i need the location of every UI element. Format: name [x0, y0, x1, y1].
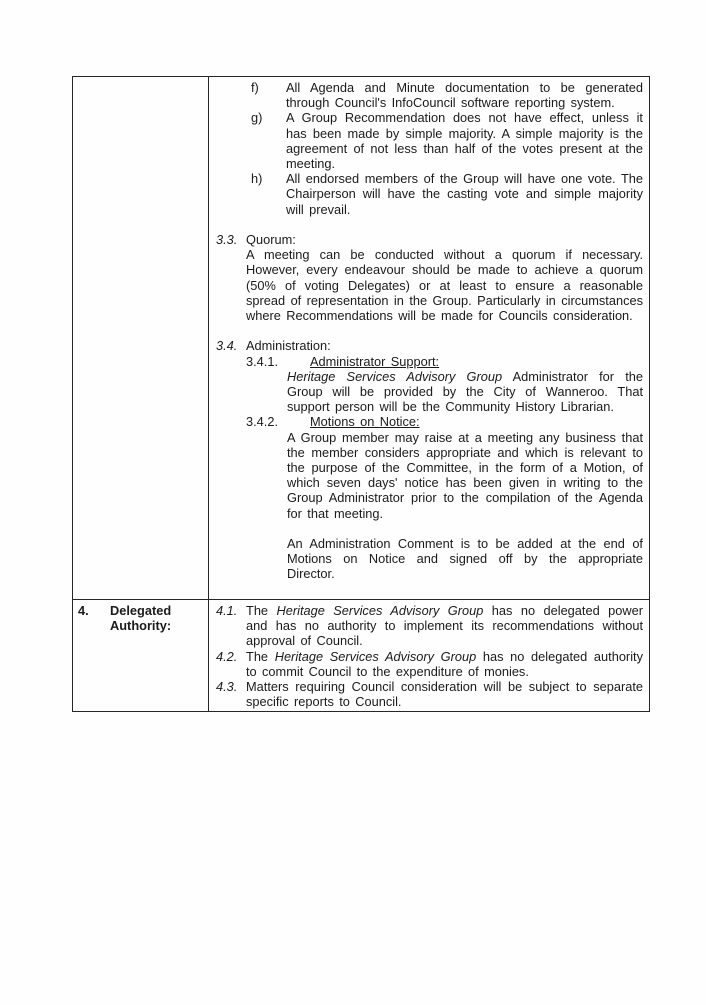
section-number: 3.3. [216, 232, 238, 248]
item-4-3 [216, 679, 643, 710]
list-label-g: g) [251, 110, 263, 126]
list-label-f: f) [251, 80, 259, 95]
table-row-continuation [73, 77, 650, 600]
cell-item-4 [73, 600, 209, 712]
section-heading: Administration: [246, 338, 331, 354]
item-number: 4. [78, 603, 89, 618]
section-body: A meeting can be conducted without a quorum if necessary. However, every endeavour should be made to achieve a quorum (50% of voting Delegates) or at least to ensure a reasonable spread of representation in the Group. Particularly in circumstances where Recommendations will be made for Councils consideration. [246, 247, 643, 324]
clause-lead: The [246, 603, 277, 618]
item-4-2 [216, 648, 643, 679]
list-item-h [251, 171, 643, 217]
item-4-1 [216, 603, 643, 649]
subsection-3-4-2 [246, 414, 643, 429]
subsection-3-4-1 [246, 354, 643, 369]
cell-delegated-authority-content [209, 600, 650, 712]
cell-item-empty [73, 77, 209, 600]
section-3-3-quorum [216, 232, 643, 324]
subsection-number: 3.4.2. [246, 414, 279, 430]
clause-text: has no delegated power and has no authority to implement its recommendations without approval of Council. [246, 603, 643, 649]
subsection-number: 3.4.1. [246, 353, 279, 369]
section-number: 3.4. [216, 338, 238, 354]
body-text: Administrator for the Group will be provided by the City of Wanneroo. That support person will be the Community History Librarian. [287, 368, 644, 415]
subsection-3-4-2-comment: An Administration Comment is to be added at the end of Motions on Notice and signed off by the appropriate Director. [287, 536, 643, 582]
list-text-f: All Agenda and Minute documentation to be generated through Council's InfoCouncil software reporting system. [286, 80, 643, 111]
clause-number: 4.3. [216, 679, 238, 695]
clause-text: has no delegated authority to commit Council to the expenditure of monies. [246, 648, 643, 679]
group-name-italic: Heritage Services Advisory Group [276, 603, 484, 618]
list-label-h: h) [251, 171, 263, 187]
group-name-italic: Heritage Services Advisory Group [287, 368, 503, 384]
subsection-3-4-1-body [287, 369, 643, 415]
subsection-heading-underlined: Motions on Notice: [310, 414, 420, 430]
subsection-heading-underlined: Administrator Support: [310, 353, 440, 369]
group-name-italic: Heritage Services Advisory Group [274, 648, 477, 664]
cell-meetings-content [209, 77, 650, 600]
clause-lead: The [246, 648, 275, 664]
list-text-g: A Group Recommendation does not have effect, unless it has been made by simple majority. A simple majority is the agreement of not less than half of the votes present at the meeting. [286, 110, 643, 172]
clause-number: 4.1. [216, 603, 238, 618]
item-title: Delegated Authority: [110, 603, 172, 634]
subsection-3-4-2-body: A Group member may raise at a meeting any business that the member considers appropriate and which is relevant to the purpose of the Committee, in the form of a Motion, of which seven days' notice has been given in writing to the Group Administrator prior to the compilation of the Agenda for that meeting. [287, 429, 643, 521]
policy-table [72, 76, 650, 712]
list-text-h: All endorsed members of the Group will have one vote. The Chairperson will have the casting vote and simple majority will prevail. [286, 171, 643, 217]
table-row-delegated-authority [73, 600, 650, 712]
list-item-f [251, 80, 643, 111]
section-heading: Quorum: [246, 232, 296, 248]
clause-number: 4.2. [216, 648, 238, 664]
section-3-4-administration [216, 338, 644, 582]
list-item-g [251, 110, 643, 172]
clause-lead: Matters requiring Council consideration will be subject to separate specific reports to Council. [246, 679, 643, 710]
